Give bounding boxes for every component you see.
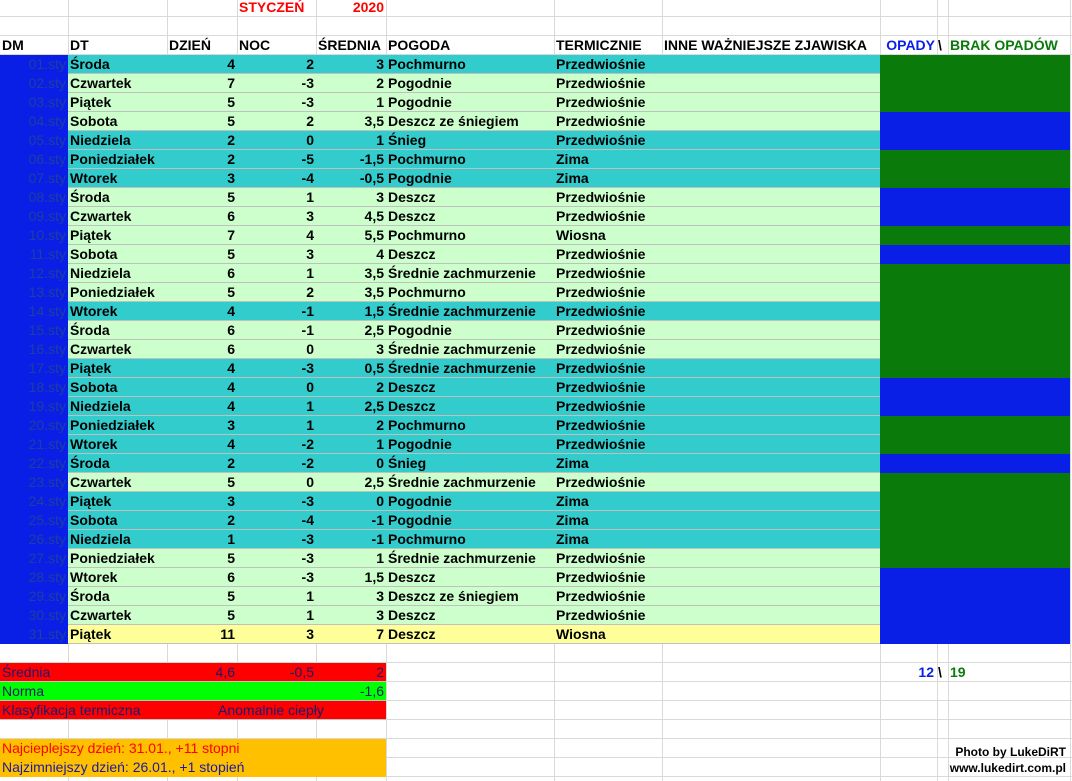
- cell-sr: 1,5: [364, 303, 384, 319]
- cell-dt: Piątek: [70, 493, 112, 509]
- cell-dm: 23.sty: [28, 474, 66, 490]
- cell-dzien: 4: [227, 303, 235, 319]
- precip-indicator: [880, 397, 1070, 416]
- cell-noc: -4: [301, 170, 314, 186]
- precip-indicator: [880, 435, 1070, 454]
- cell-pogoda: Deszcz: [388, 379, 436, 395]
- cell-noc: 1: [306, 189, 314, 205]
- cell-dm: 28.sty: [28, 569, 66, 585]
- cell-dzien: 6: [227, 341, 235, 357]
- cell-pogoda: Pochmurno: [388, 284, 466, 300]
- cell-dm: 30.sty: [28, 607, 66, 623]
- cell-noc: 3: [306, 626, 314, 642]
- year-title: 2020: [352, 0, 384, 15]
- cell-pogoda: Deszcz: [388, 246, 436, 262]
- cell-dt: Środa: [70, 56, 110, 72]
- cell-sr: 1: [376, 550, 384, 566]
- gridline: [1070, 0, 1071, 781]
- cell-pogoda: Pochmurno: [388, 56, 466, 72]
- cell-sr: 2: [376, 417, 384, 433]
- precip-indicator: [880, 131, 1070, 150]
- cell-noc: 1: [306, 417, 314, 433]
- header-inne: INNE WAŻNIEJSZE ZJAWISKA: [664, 37, 868, 53]
- precip-indicator: [880, 112, 1070, 131]
- cell-dt: Piątek: [70, 626, 112, 642]
- cell-term: Przedwiośnie: [556, 550, 646, 566]
- cell-noc: 1: [306, 607, 314, 623]
- header-noc: NOC: [239, 37, 271, 53]
- cell-dt: Poniedziałek: [70, 284, 155, 300]
- cell-sr: 3: [376, 189, 384, 205]
- cell-noc: -5: [301, 151, 314, 167]
- norma-label: Norma: [2, 683, 45, 699]
- cell-noc: -3: [301, 493, 314, 509]
- header-dzien: DZIEŃ: [169, 37, 211, 53]
- header-dm: DM: [2, 37, 24, 53]
- cell-dzien: 3: [227, 417, 235, 433]
- month-title: STYCZEŃ: [239, 0, 305, 15]
- precip-indicator: [880, 302, 1070, 321]
- cell-dm: 18.sty: [28, 379, 66, 395]
- precip-indicator: [880, 416, 1070, 435]
- header-srednia: ŚREDNIA: [318, 37, 382, 53]
- cell-dt: Piątek: [70, 360, 112, 376]
- cell-sr: 1,5: [364, 569, 384, 585]
- klasyfikacja-label: Klasyfikacja termiczna: [2, 702, 141, 718]
- cell-dt: Środa: [70, 588, 110, 604]
- header-brak-opadow: BRAK OPADÓW: [950, 37, 1058, 53]
- precip-indicator: [880, 321, 1070, 340]
- cell-sr: -1: [371, 512, 384, 528]
- cell-noc: 2: [306, 284, 314, 300]
- hottest-day: Najcieplejszy dzień: 31.01., +11 stopni: [2, 740, 240, 756]
- cell-dt: Poniedziałek: [70, 151, 155, 167]
- cell-pogoda: Deszcz: [388, 569, 436, 585]
- cell-term: Wiosna: [556, 626, 606, 642]
- precip-indicator: [880, 169, 1070, 188]
- cell-pogoda: Pogodnie: [388, 436, 452, 452]
- precip-indicator: [880, 93, 1070, 112]
- cell-sr: 4: [376, 246, 384, 262]
- cell-term: Przedwiośnie: [556, 436, 646, 452]
- precip-indicator: [880, 226, 1070, 245]
- cell-sr: 2: [376, 75, 384, 91]
- cell-dm: 16.sty: [28, 341, 66, 357]
- cell-dzien: 4: [227, 398, 235, 414]
- precip-indicator: [880, 340, 1070, 359]
- cell-term: Przedwiośnie: [556, 569, 646, 585]
- cell-pogoda: Pogodnie: [388, 493, 452, 509]
- cell-sr: -1: [371, 531, 384, 547]
- cell-dzien: 5: [227, 94, 235, 110]
- website-link[interactable]: www.lukedirt.com.pl: [949, 761, 1066, 775]
- cell-sr: -0,5: [359, 170, 384, 186]
- cell-dt: Czwartek: [70, 75, 132, 91]
- klasyfikacja-value: Anomalnie ciepły: [218, 702, 324, 718]
- cell-dt: Niedziela: [70, 398, 131, 414]
- cell-dzien: 4: [227, 436, 235, 452]
- cell-term: Przedwiośnie: [556, 132, 646, 148]
- coldest-day: Najzimniejszy dzień: 26.01., +1 stopień: [2, 759, 245, 775]
- cell-pogoda: Średnie zachmurzenie: [388, 341, 536, 357]
- cell-dm: 03.sty: [28, 94, 66, 110]
- cell-dt: Czwartek: [70, 607, 132, 623]
- cell-noc: -4: [301, 512, 314, 528]
- cell-pogoda: Deszcz: [388, 189, 436, 205]
- cell-sr: 5,5: [364, 227, 384, 243]
- cell-dzien: 6: [227, 569, 235, 585]
- cell-sr: 3,5: [364, 113, 384, 129]
- cell-dt: Piątek: [70, 94, 112, 110]
- cell-pogoda: Średnie zachmurzenie: [388, 550, 536, 566]
- cell-dm: 29.sty: [28, 588, 66, 604]
- cell-dt: Wtorek: [70, 303, 118, 319]
- cell-noc: 1: [306, 265, 314, 281]
- cell-dzien: 5: [227, 588, 235, 604]
- cell-dm: 11.sty: [29, 246, 66, 262]
- cell-dzien: 5: [227, 246, 235, 262]
- cell-sr: 3,5: [364, 284, 384, 300]
- cell-dzien: 5: [227, 550, 235, 566]
- opady-count: 12: [918, 664, 934, 680]
- cell-dm: 21.sty: [28, 436, 66, 452]
- cell-sr: 3,5: [364, 265, 384, 281]
- cell-dm: 12.sty: [28, 265, 66, 281]
- cell-term: Przedwiośnie: [556, 284, 646, 300]
- cell-dzien: 2: [227, 512, 235, 528]
- cell-dt: Wtorek: [70, 569, 118, 585]
- cell-dt: Środa: [70, 322, 110, 338]
- cell-noc: 2: [306, 56, 314, 72]
- cell-dm: 27.sty: [28, 550, 66, 566]
- cell-noc: -3: [301, 94, 314, 110]
- cell-term: Przedwiośnie: [556, 303, 646, 319]
- cell-sr: 2,5: [364, 474, 384, 490]
- cell-dzien: 2: [227, 132, 235, 148]
- cell-noc: 1: [306, 588, 314, 604]
- srednia-sr: 2: [376, 664, 384, 680]
- cell-dt: Czwartek: [70, 341, 132, 357]
- cell-dm: 09.sty: [28, 208, 66, 224]
- cell-term: Przedwiośnie: [556, 474, 646, 490]
- cell-noc: -3: [301, 75, 314, 91]
- cell-dzien: 5: [227, 607, 235, 623]
- cell-sr: 3: [376, 607, 384, 623]
- cell-pogoda: Pochmurno: [388, 531, 466, 547]
- cell-noc: -3: [301, 550, 314, 566]
- cell-dzien: 6: [227, 322, 235, 338]
- cell-dm: 20.sty: [28, 417, 66, 433]
- precip-indicator: [880, 492, 1070, 511]
- cell-dt: Czwartek: [70, 208, 132, 224]
- cell-pogoda: Pochmurno: [388, 151, 466, 167]
- cell-term: Przedwiośnie: [556, 208, 646, 224]
- header-dt: DT: [70, 37, 89, 53]
- cell-term: Przedwiośnie: [556, 417, 646, 433]
- cell-dzien: 6: [227, 265, 235, 281]
- header-pogoda: POGODA: [388, 37, 451, 53]
- cell-dm: 15.sty: [28, 322, 66, 338]
- cell-noc: -1: [301, 303, 314, 319]
- gridline: [0, 16, 1072, 17]
- cell-sr: 3: [376, 341, 384, 357]
- cell-dzien: 5: [227, 113, 235, 129]
- precip-indicator: [880, 188, 1070, 207]
- precip-indicator: [880, 74, 1070, 93]
- cell-term: Przedwiośnie: [556, 341, 646, 357]
- cell-term: Przedwiośnie: [556, 379, 646, 395]
- cell-dm: 22.sty: [28, 455, 66, 471]
- cell-dzien: 11: [220, 626, 235, 642]
- cell-noc: 2: [306, 113, 314, 129]
- cell-sr: 0: [376, 493, 384, 509]
- cell-term: Przedwiośnie: [556, 189, 646, 205]
- cell-sr: 7: [376, 626, 384, 642]
- cell-pogoda: Średnie zachmurzenie: [388, 474, 536, 490]
- cell-dm: 10.sty: [28, 227, 66, 243]
- cell-pogoda: Pogodnie: [388, 75, 452, 91]
- precip-indicator: [880, 359, 1070, 378]
- cell-noc: 4: [306, 227, 314, 243]
- header-opady: OPADY: [886, 37, 935, 53]
- cell-noc: -2: [301, 436, 314, 452]
- cell-noc: -3: [301, 531, 314, 547]
- cell-dm: 07.sty: [28, 170, 66, 186]
- cell-dt: Wtorek: [70, 436, 118, 452]
- cell-dzien: 5: [227, 474, 235, 490]
- cell-pogoda: Deszcz ze śniegiem: [388, 113, 519, 129]
- cell-sr: 2,5: [364, 398, 384, 414]
- precip-indicator: [880, 511, 1070, 530]
- cell-dzien: 3: [227, 170, 235, 186]
- cell-pogoda: Pogodnie: [388, 170, 452, 186]
- cell-term: Przedwiośnie: [556, 56, 646, 72]
- cell-sr: 2,5: [364, 322, 384, 338]
- cell-dm: 06.sty: [28, 151, 66, 167]
- norma-value: -1,6: [359, 683, 384, 699]
- cell-sr: 3: [376, 588, 384, 604]
- cell-dt: Piątek: [70, 227, 112, 243]
- cell-dt: Wtorek: [70, 170, 118, 186]
- cell-sr: 0,5: [364, 360, 384, 376]
- precip-indicator: [880, 264, 1070, 283]
- cell-noc: 0: [306, 474, 314, 490]
- cell-dt: Niedziela: [70, 531, 131, 547]
- cell-pogoda: Średnie zachmurzenie: [388, 265, 536, 281]
- brak-count: 19: [950, 664, 966, 680]
- cell-noc: 3: [306, 208, 314, 224]
- srednia-label: Średnia: [2, 664, 51, 680]
- cell-dm: 24.sty: [28, 493, 66, 509]
- cell-dt: Niedziela: [70, 265, 131, 281]
- cell-dm: 01.sty: [28, 56, 66, 72]
- cell-term: Zima: [556, 531, 589, 547]
- cell-dt: Sobota: [70, 379, 118, 395]
- cell-dt: Poniedziałek: [70, 550, 155, 566]
- cell-pogoda: Deszcz: [388, 607, 436, 623]
- precip-indicator: [880, 55, 1070, 74]
- cell-dt: Poniedziałek: [70, 417, 155, 433]
- cell-noc: 0: [306, 341, 314, 357]
- cell-dzien: 6: [227, 208, 235, 224]
- precip-indicator: [880, 207, 1070, 226]
- cell-sr: 1: [376, 436, 384, 452]
- cell-pogoda: Deszcz ze śniegiem: [388, 588, 519, 604]
- precip-indicator: [880, 283, 1070, 302]
- cell-dm: 04.sty: [28, 113, 66, 129]
- cell-dzien: 5: [227, 189, 235, 205]
- srednia-dzien: 4,6: [215, 664, 235, 680]
- cell-term: Przedwiośnie: [556, 398, 646, 414]
- cell-noc: 3: [306, 246, 314, 262]
- cell-sr: 4,5: [364, 208, 384, 224]
- precip-indicator: [880, 245, 1070, 264]
- cell-dt: Środa: [70, 455, 110, 471]
- cell-dzien: 1: [227, 531, 235, 547]
- cell-term: Przedwiośnie: [556, 75, 646, 91]
- cell-dm: 02.sty: [28, 75, 66, 91]
- cell-term: Przedwiośnie: [556, 94, 646, 110]
- precip-indicator: [880, 568, 1070, 587]
- cell-pogoda: Pogodnie: [388, 94, 452, 110]
- precip-indicator: [880, 606, 1070, 625]
- precip-indicator: [880, 150, 1070, 169]
- precip-indicator: [880, 473, 1070, 492]
- cell-noc: -1: [301, 322, 314, 338]
- cell-dzien: 4: [227, 360, 235, 376]
- cell-sr: 3: [376, 56, 384, 72]
- cell-dzien: 7: [227, 227, 235, 243]
- cell-term: Zima: [556, 170, 589, 186]
- cell-term: Zima: [556, 512, 589, 528]
- cell-dm: 19.sty: [28, 398, 66, 414]
- cell-dm: 26.sty: [28, 531, 66, 547]
- precip-indicator: [880, 587, 1070, 606]
- cell-dm: 14.sty: [28, 303, 66, 319]
- precip-indicator: [880, 530, 1070, 549]
- header-separator: \: [938, 37, 942, 53]
- srednia-noc: -0,5: [289, 664, 314, 680]
- cell-term: Przedwiośnie: [556, 246, 646, 262]
- cell-dt: Środa: [70, 189, 110, 205]
- cell-term: Przedwiośnie: [556, 322, 646, 338]
- photo-credit: Photo by LukeDiRT: [955, 745, 1066, 759]
- cell-dm: 13.sty: [28, 284, 66, 300]
- cell-sr: -1,5: [359, 151, 384, 167]
- cell-dm: 31.sty: [28, 626, 66, 642]
- cell-pogoda: Deszcz: [388, 626, 436, 642]
- cell-noc: 0: [306, 379, 314, 395]
- cell-pogoda: Śnieg: [388, 132, 427, 148]
- cell-sr: 1: [376, 94, 384, 110]
- cell-pogoda: Pogodnie: [388, 322, 452, 338]
- cell-dm: 25.sty: [28, 512, 66, 528]
- precip-indicator: [880, 378, 1070, 397]
- cell-pogoda: Średnie zachmurzenie: [388, 303, 536, 319]
- cell-pogoda: Pogodnie: [388, 512, 452, 528]
- cell-pogoda: Śnieg: [388, 455, 427, 471]
- cell-term: Zima: [556, 455, 589, 471]
- cell-noc: 0: [306, 132, 314, 148]
- cell-dzien: 5: [227, 284, 235, 300]
- cell-noc: -3: [301, 569, 314, 585]
- cell-pogoda: Deszcz: [388, 208, 436, 224]
- cell-dt: Sobota: [70, 512, 118, 528]
- cell-term: Wiosna: [556, 227, 606, 243]
- cell-pogoda: Pochmurno: [388, 227, 466, 243]
- cell-noc: -3: [301, 360, 314, 376]
- cell-pogoda: Deszcz: [388, 398, 436, 414]
- precip-indicator: [880, 454, 1070, 473]
- cell-dt: Niedziela: [70, 132, 131, 148]
- precip-indicator: [880, 625, 1070, 644]
- cell-dzien: 4: [227, 379, 235, 395]
- cell-term: Przedwiośnie: [556, 607, 646, 623]
- cell-term: Zima: [556, 493, 589, 509]
- cell-dzien: 7: [227, 75, 235, 91]
- cell-dzien: 2: [227, 455, 235, 471]
- cell-pogoda: Średnie zachmurzenie: [388, 360, 536, 376]
- cell-noc: 1: [306, 398, 314, 414]
- cell-dzien: 4: [227, 56, 235, 72]
- cell-dm: 08.sty: [28, 189, 66, 205]
- header-termicznie: TERMICZNIE: [556, 37, 642, 53]
- cell-noc: -2: [301, 455, 314, 471]
- precip-indicator: [880, 549, 1070, 568]
- cell-dt: Sobota: [70, 246, 118, 262]
- cell-term: Przedwiośnie: [556, 113, 646, 129]
- cell-dt: Czwartek: [70, 474, 132, 490]
- summary-separator: \: [938, 664, 942, 680]
- cell-sr: 2: [376, 379, 384, 395]
- cell-sr: 0: [376, 455, 384, 471]
- cell-term: Przedwiośnie: [556, 360, 646, 376]
- cell-dzien: 3: [227, 493, 235, 509]
- cell-term: Zima: [556, 151, 589, 167]
- cell-term: Przedwiośnie: [556, 265, 646, 281]
- cell-sr: 1: [376, 132, 384, 148]
- cell-dt: Sobota: [70, 113, 118, 129]
- cell-dzien: 2: [227, 151, 235, 167]
- cell-dm: 17.sty: [28, 360, 66, 376]
- cell-pogoda: Pochmurno: [388, 417, 466, 433]
- cell-dm: 05.sty: [28, 132, 66, 148]
- cell-term: Przedwiośnie: [556, 588, 646, 604]
